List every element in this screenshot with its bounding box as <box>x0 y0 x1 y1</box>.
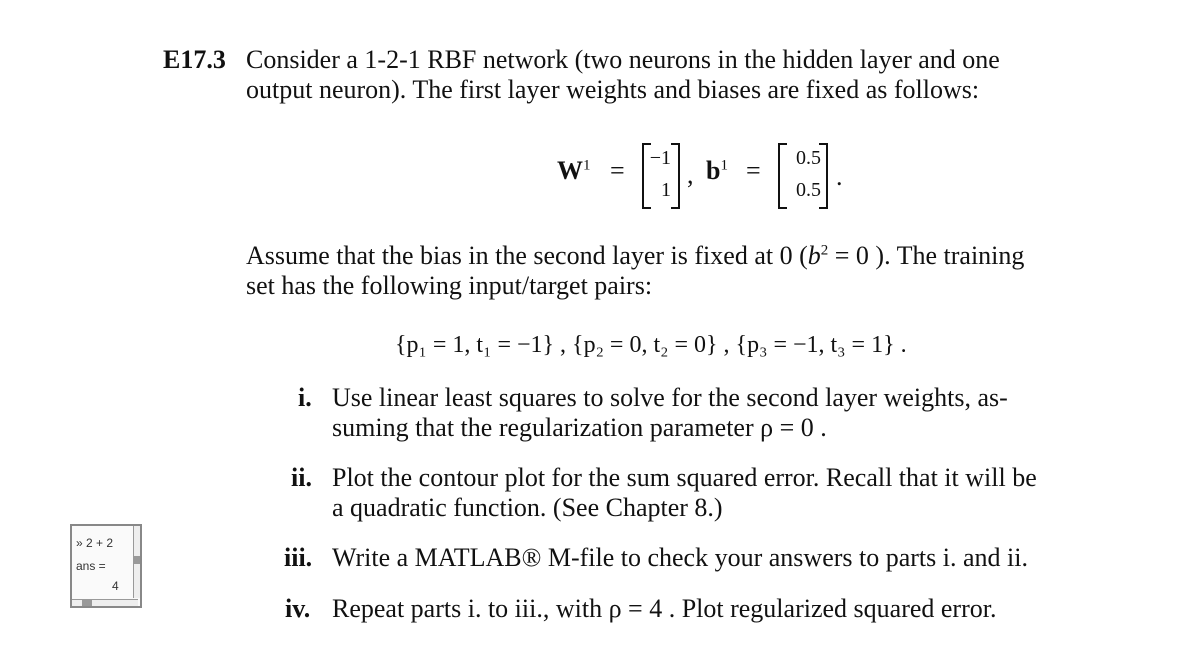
item-i-line-2: suming that the regularization parameter ρ = 0 . <box>332 413 827 442</box>
item-iii-line-1: Write a MATLAB® M-file to check your answers to parts i. and ii. <box>332 543 1028 572</box>
item-label-ii: ii. <box>291 463 312 492</box>
item-iv-line-1: Repeat parts i. to iii., with ρ = 4 . Plot regularized squared error. <box>332 594 997 623</box>
w-symbol: W <box>557 156 583 185</box>
scrollbar-vertical <box>133 526 140 598</box>
matlab-ans-label: ans = <box>76 559 106 573</box>
b-matrix-cell-1: 0.5 <box>796 147 821 169</box>
scrollbar-horizontal <box>72 599 138 606</box>
equals-sign-1: = <box>610 156 625 185</box>
item-label-iv: iv. <box>285 594 311 623</box>
period: . <box>836 162 843 191</box>
w-matrix <box>642 143 680 209</box>
b-matrix-cell-2: 0.5 <box>796 179 821 201</box>
matlab-ans-value: 4 <box>112 579 119 593</box>
b-matrix <box>778 143 828 209</box>
intro-line-2: output neuron). The first layer weights and biases are fixed as follows: <box>246 75 980 104</box>
item-ii-line-1: Plot the contour plot for the sum squared error. Recall that it will be <box>332 463 1037 492</box>
item-label-iii: iii. <box>284 543 313 572</box>
bias-variable: b <box>807 241 821 270</box>
item-ii-line-2: a quadratic function. (See Chapter 8.) <box>332 493 723 522</box>
bias-line-1-pre: Assume that the bias in the second layer is fixed at 0 ( <box>246 241 808 270</box>
w-matrix-cell-1: −1 <box>649 147 671 169</box>
matlab-window-icon <box>70 524 142 608</box>
w-matrix-cell-2: 1 <box>661 179 671 201</box>
item-i-line-1: Use linear least squares to solve for the second layer weights, as- <box>332 383 1008 412</box>
bias-line-2: set has the following input/target pairs: <box>246 271 653 300</box>
training-pairs: {p₁ = 1, t₁ = −1} , {p₂ = 0, t₂ = 0} , {p₃ = −1, t₃ = 1} . <box>395 332 907 358</box>
matlab-command: » 2 + 2 <box>76 536 114 550</box>
bias-line-1-post: = 0 ). The training <box>828 241 1025 270</box>
comma: , <box>687 160 694 189</box>
item-label-i: i. <box>298 383 312 412</box>
w-superscript: 1 <box>583 157 591 174</box>
equals-sign-2: = <box>746 156 761 185</box>
bias-line-1 <box>246 241 1024 271</box>
problem-number: E17.3 <box>163 45 226 74</box>
bias-superscript: 2 <box>820 242 829 259</box>
b-label <box>706 156 728 186</box>
b-superscript: 1 <box>720 157 728 174</box>
w-label <box>557 156 591 186</box>
intro-line-1: Consider a 1-2-1 RBF network (two neurons in the hidden layer and one <box>246 45 1000 74</box>
b-symbol: b <box>706 156 721 185</box>
